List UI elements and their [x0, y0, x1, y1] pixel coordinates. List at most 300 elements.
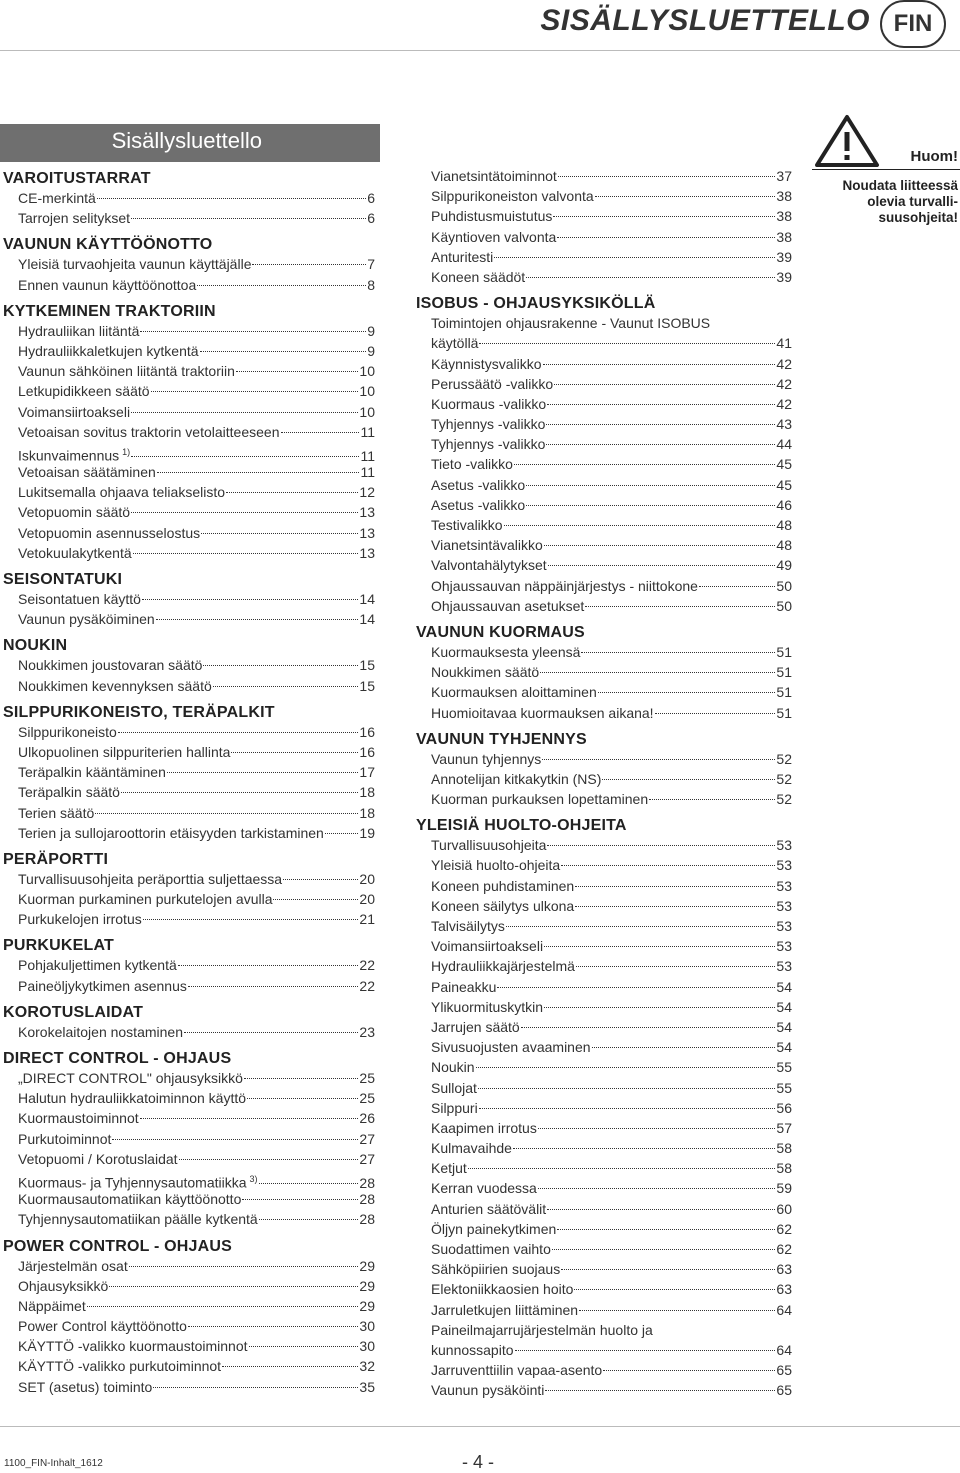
toc-entry-page: 17 — [359, 764, 375, 781]
toc-entry[interactable] — [3, 188, 375, 208]
toc-entry[interactable] — [416, 166, 792, 186]
toc-entry-title: Hydrauliikan liitäntä — [18, 322, 140, 339]
toc-entry-title: Sähköpiirien suojaus — [431, 1261, 561, 1278]
toc-entry-leader — [546, 444, 775, 445]
toc-entry[interactable] — [3, 1149, 375, 1169]
toc-entry-title: Tyhjennysautomatiikan päälle kytkentä — [18, 1211, 258, 1228]
toc-entry-title: käytöllä — [431, 335, 479, 352]
toc-entry-title: Ennen vaunun käyttöönottoa — [18, 276, 197, 293]
toc-entry-page: 15 — [359, 677, 375, 694]
toc-entry-leader — [561, 865, 775, 866]
toc-section-heading: SILPPURIKONEISTO, TERÄPALKIT — [3, 703, 275, 721]
toc-entry-leader — [576, 966, 775, 967]
toc-entry-leader — [544, 545, 776, 546]
toc-entry[interactable] — [3, 543, 375, 563]
toc-entry-leader — [244, 1078, 359, 1079]
toc-entry[interactable] — [3, 869, 375, 889]
toc-entry-page: 51 — [776, 684, 792, 701]
toc-entry-leader — [184, 1032, 358, 1033]
toc-entry-leader — [553, 216, 775, 217]
toc-section-heading: PURKUKELAT — [3, 937, 115, 955]
toc-entry[interactable] — [3, 1276, 375, 1296]
toc-entry[interactable] — [3, 782, 375, 802]
toc-entry-page: 49 — [776, 557, 792, 574]
toc-entry-leader — [283, 879, 358, 880]
toc-entry[interactable] — [3, 502, 375, 522]
toc-entry[interactable] — [3, 361, 375, 381]
toc-entry-title: Noukkimen säätö — [431, 664, 540, 681]
toc-entry[interactable] — [416, 835, 792, 855]
toc-entry[interactable] — [416, 555, 792, 575]
toc-entry-title: Noukin — [431, 1059, 475, 1076]
toc-entry-page: 29 — [359, 1277, 375, 1294]
toc-entry-title: Purkutoiminnot — [18, 1130, 112, 1147]
toc-entry-leader — [521, 1027, 776, 1028]
toc-entry[interactable] — [3, 762, 375, 782]
toc-entry-leader — [494, 257, 775, 258]
toc-entry[interactable] — [3, 1209, 375, 1229]
toc-entry-page: 45 — [776, 476, 792, 493]
toc-entry-page: 20 — [359, 870, 375, 887]
toc-entry-page: 63 — [776, 1281, 792, 1298]
toc-entry-leader — [468, 1168, 776, 1169]
toc-entry-leader — [558, 176, 776, 177]
toc-entry[interactable] — [416, 749, 792, 769]
toc-entry-leader — [476, 1067, 776, 1068]
toc-entry-leader — [222, 1366, 358, 1367]
toc-entry-footnote: 1) — [122, 446, 131, 457]
toc-section-heading: PERÄPORTTI — [3, 850, 109, 868]
toc-entry-title: Turvallisuusohjeita — [431, 837, 547, 854]
toc-entry[interactable] — [416, 475, 792, 495]
toc-entry-title: Silppuri — [431, 1099, 478, 1116]
toc-entry-page: 20 — [359, 891, 375, 908]
toc-entry-title: Testivalikko — [431, 517, 503, 533]
toc-entry-page: 38 — [776, 188, 792, 205]
toc-entry-leader — [546, 424, 775, 425]
toc-entry-leader — [603, 1370, 775, 1371]
toc-entry[interactable] — [3, 275, 375, 295]
toc-entry-page: 28 — [359, 1174, 375, 1191]
toc-entry[interactable] — [3, 1129, 375, 1149]
toc-entry[interactable] — [416, 876, 792, 896]
toc-entry-page: 13 — [359, 544, 375, 561]
toc-entry[interactable] — [416, 1017, 792, 1037]
toc-entry-title: Vetoaisan säätäminen — [18, 464, 156, 481]
toc-entry[interactable] — [416, 576, 792, 596]
toc-entry[interactable] — [416, 1158, 792, 1178]
toc-entry-title: Ylikuormituskytkin — [431, 998, 544, 1015]
toc-entry-leader — [188, 1326, 359, 1327]
toc-entry[interactable] — [416, 414, 792, 434]
toc-entry-page: 57 — [776, 1119, 792, 1136]
toc-entry[interactable] — [3, 1377, 375, 1397]
toc-entry-leader — [545, 1390, 775, 1391]
toc-entry-leader — [574, 1289, 775, 1290]
toc-entry[interactable] — [3, 823, 375, 843]
toc-entry[interactable] — [416, 896, 792, 916]
toc-entry-title: Lukitsemalla ohjaava teliakselisto — [18, 484, 225, 501]
toc-entry[interactable] — [416, 495, 792, 515]
toc-entry[interactable] — [416, 1199, 792, 1219]
toc-entry-leader — [552, 1249, 776, 1250]
toc-entry-page: 19 — [359, 824, 375, 841]
toc-entry-page: 64 — [776, 1301, 792, 1318]
toc-entry-page: 13 — [359, 524, 375, 541]
toc-entry-title: Käynnistysvalikko — [431, 355, 542, 372]
toc-entry[interactable] — [416, 1037, 792, 1057]
toc-entry[interactable] — [3, 402, 375, 422]
toc-entry-leader — [156, 619, 359, 620]
toc-entry[interactable] — [3, 889, 375, 909]
toc-entry-leader — [118, 732, 359, 733]
toc-entry-title: Ulkopuolinen silppuriterien hallinta — [18, 743, 231, 760]
toc-entry[interactable] — [3, 742, 375, 762]
toc-entry[interactable] — [416, 1380, 792, 1400]
toc-entry[interactable] — [3, 1296, 375, 1316]
toc-entry-page: 30 — [359, 1338, 375, 1355]
toc-entry-leader — [97, 198, 366, 199]
toc-entry[interactable] — [416, 267, 792, 287]
toc-entry-leader — [557, 1229, 775, 1230]
toc-entry[interactable] — [3, 1108, 375, 1128]
toc-entry-leader — [236, 371, 359, 372]
toc-entry-page: 29 — [359, 1257, 375, 1274]
toc-section-heading: ISOBUS - OHJAUSYKSIKÖLLÄ — [416, 295, 656, 313]
toc-entry-leader — [557, 237, 775, 238]
toc-entry[interactable] — [3, 1356, 375, 1376]
toc-entry-leader — [547, 1209, 775, 1210]
toc-section-heading: POWER CONTROL - OHJAUS — [3, 1237, 233, 1255]
toc-entry-title: Pohjakuljettimen kytkentä — [18, 957, 177, 974]
toc-entry[interactable] — [3, 482, 375, 502]
toc-entry-leader — [526, 505, 775, 506]
toc-entry-title: Koneen säädöt — [431, 268, 526, 285]
toc-entry-leader — [699, 586, 775, 587]
toc-entry[interactable] — [416, 227, 792, 247]
toc-entry-leader — [543, 364, 776, 365]
toc-entry-title: Elektoniikkaosien hoito — [431, 1281, 574, 1298]
toc-entry-leader — [478, 1088, 776, 1089]
toc-entry-leader — [479, 343, 775, 344]
toc-entry[interactable] — [416, 313, 792, 353]
toc-entry[interactable] — [416, 186, 792, 206]
toc-entry-leader — [188, 986, 359, 987]
toc-entry-title: Terien ja sullojaroottorin etäisyyden tarkistaminen — [18, 824, 324, 841]
toc-entry-leader — [544, 946, 775, 947]
toc-entry[interactable] — [3, 1169, 375, 1189]
toc-column-left — [3, 170, 375, 1397]
toc-entry[interactable] — [416, 936, 792, 956]
toc-entry[interactable] — [3, 609, 375, 629]
toc-entry-title: CE-merkintä — [18, 190, 96, 206]
toc-entry-page: 18 — [359, 784, 375, 801]
toc-entry-leader — [112, 1139, 358, 1140]
toc-entry[interactable] — [3, 976, 375, 996]
toc-entry-title: Kuormauksesta yleensä — [431, 643, 581, 660]
toc-entry[interactable] — [3, 909, 375, 929]
toc-entry[interactable] — [3, 341, 375, 361]
toc-entry-title: Talvisäilytys — [431, 918, 505, 934]
toc-entry-page: 26 — [359, 1110, 375, 1127]
toc-entry-page: 11 — [360, 464, 375, 481]
toc-entry-leader — [547, 845, 775, 846]
toc-entry[interactable] — [416, 374, 792, 394]
toc-entry[interactable] — [416, 206, 792, 226]
toc-section-heading: YLEISIÄ HUOLTO-OHJEITA — [416, 817, 627, 835]
toc-entry[interactable] — [416, 535, 792, 555]
toc-entry-page: 29 — [359, 1297, 375, 1314]
toc-entry-page: 53 — [776, 837, 792, 854]
toc-entry-leader — [87, 1306, 359, 1307]
toc-entry-title: Teräpalkin kääntäminen — [18, 764, 166, 781]
toc-entry[interactable] — [416, 515, 792, 535]
toc-entry-leader — [479, 1108, 776, 1109]
toc-entry-page: 42 — [776, 395, 792, 412]
toc-entry[interactable] — [416, 1118, 792, 1138]
toc-entry-title: Vaunun sähköinen liitäntä traktoriin — [18, 363, 235, 380]
toc-entry-page: 62 — [776, 1241, 792, 1257]
toc-entry[interactable] — [3, 1316, 375, 1336]
toc-entry[interactable] — [3, 422, 375, 442]
toc-entry[interactable] — [3, 321, 375, 341]
toc-entry-page: 25 — [359, 1070, 375, 1086]
toc-entry[interactable] — [3, 1068, 375, 1088]
toc-entry[interactable] — [416, 1178, 792, 1198]
toc-entry[interactable] — [3, 381, 375, 401]
toc-entry-page: 53 — [776, 958, 792, 975]
toc-entry[interactable] — [416, 1259, 792, 1279]
toc-entry[interactable] — [416, 662, 792, 682]
toc-entry-leader — [581, 652, 775, 653]
toc-entry[interactable] — [416, 1219, 792, 1239]
page-number: - 4 - — [462, 1452, 495, 1472]
toc-entry[interactable] — [416, 1239, 792, 1259]
toc-entry-title: Vaunun pysäköiminen — [18, 611, 155, 628]
toc-entry-leader — [142, 599, 358, 600]
toc-entry-leader — [151, 391, 359, 392]
toc-entry-title: Voimansiirtoakseli — [18, 403, 131, 420]
toc-entry[interactable] — [3, 803, 375, 823]
toc-entry-page: 44 — [776, 436, 792, 453]
toc-entry-leader — [504, 525, 776, 526]
toc-entry-leader — [575, 886, 775, 887]
toc-entry-page: 55 — [776, 1059, 792, 1076]
toc-entry-title: Kuormaustoiminnot — [18, 1110, 139, 1127]
toc-entry[interactable] — [416, 1300, 792, 1320]
toc-entry-title: Yleisiä turvaohjeita vaunun käyttäjälle — [18, 256, 252, 273]
toc-entry-leader — [547, 404, 775, 405]
toc-entry-leader — [129, 1266, 359, 1267]
toc-entry[interactable] — [416, 394, 792, 414]
toc-entry-leader — [561, 1269, 775, 1270]
toc-entry-leader — [259, 1183, 359, 1184]
toc-entry-leader — [242, 1199, 358, 1200]
toc-entry[interactable] — [3, 955, 375, 975]
toc-entry-page: 8 — [367, 276, 375, 293]
toc-entry[interactable] — [416, 997, 792, 1017]
toc-entry[interactable] — [416, 916, 792, 936]
toc-entry-page: 50 — [776, 597, 792, 614]
language-badge: FIN — [880, 0, 946, 48]
toc-entry[interactable] — [416, 682, 792, 702]
toc-entry-title: Hydrauliikkajärjestelmä — [431, 958, 575, 975]
toc-entry-page: 10 — [359, 383, 375, 400]
toc-entry-leader — [526, 485, 775, 486]
warning-text: Noudata liitteessä olevia turvalli-suusohjeita! — [842, 178, 958, 225]
toc-entry-title: KÄYTTÖ -valikko kuormaustoiminnot — [18, 1338, 248, 1355]
toc-entry[interactable] — [3, 254, 375, 274]
toc-entry-title: Korokelaitojen nostaminen — [18, 1023, 183, 1040]
toc-entry-page: 58 — [776, 1160, 792, 1177]
toc-entry-title: Sivusuojusten avaaminen — [431, 1039, 591, 1056]
toc-entry[interactable] — [416, 703, 792, 723]
toc-entry[interactable] — [416, 596, 792, 616]
toc-entry[interactable] — [3, 676, 375, 696]
toc-entry-title: Annotelijan kitkakytkin (NS) — [431, 770, 602, 787]
toc-entry-title: Tyhjennys -valikko — [431, 416, 546, 433]
toc-entry[interactable] — [416, 956, 792, 976]
toc-section-heading: KOROTUSLAIDAT — [3, 1003, 144, 1021]
toc-entry[interactable] — [3, 1336, 375, 1356]
toc-entry-title: Puhdistusmuistutus — [431, 208, 553, 225]
toc-entry-title: Teräpalkin säätö — [18, 784, 120, 801]
toc-entry-title: SET (asetus) toiminto — [18, 1378, 153, 1395]
toc-entry[interactable] — [416, 247, 792, 267]
toc-entry[interactable] — [3, 1256, 375, 1276]
toc-entry-page: 39 — [776, 268, 792, 285]
toc-entry-title: Vetokuulakytkentä — [18, 544, 132, 561]
toc-entry-leader — [526, 277, 775, 278]
toc-entry-page: 52 — [776, 750, 792, 767]
toc-entry-leader — [179, 1159, 359, 1160]
toc-entry[interactable] — [3, 462, 375, 482]
toc-section-heading: KYTKEMINEN TRAKTORIIN — [3, 302, 216, 320]
toc-entry-title: Yleisiä huolto-ohjeita — [431, 857, 561, 874]
toc-entry-title: Asetus -valikko — [431, 496, 526, 513]
toc-entry-title: Iskunvaimennus $^{1)}$ — [18, 446, 131, 464]
toc-entry-page: 42 — [776, 375, 792, 392]
toc-entry-leader — [131, 456, 359, 457]
toc-entry-leader — [95, 813, 358, 814]
toc-entry-page: 50 — [776, 577, 792, 594]
toc-entry[interactable] — [3, 1088, 375, 1108]
toc-entry[interactable] — [3, 208, 375, 228]
toc-entry-title: Näppäimet — [18, 1297, 86, 1314]
toc-entry[interactable] — [416, 977, 792, 997]
toc-entry-leader — [548, 565, 776, 566]
toc-entry-title: Huomioitavaa kuormauksen aikana! — [431, 704, 654, 721]
toc-entry-page: 16 — [359, 723, 375, 740]
toc-entry-title: Kaapimen irrotus — [431, 1119, 537, 1136]
toc-entry-leader — [133, 553, 359, 554]
toc-entry-page: 48 — [776, 517, 792, 533]
toc-entry-page: 43 — [776, 416, 792, 433]
toc-entry[interactable] — [416, 855, 792, 875]
toc-entry[interactable] — [416, 1078, 792, 1098]
toc-entry[interactable] — [416, 354, 792, 374]
toc-entry-leader — [540, 672, 775, 673]
toc-entry-leader — [131, 412, 358, 413]
toc-entry-page: 46 — [776, 496, 792, 513]
toc-entry[interactable] — [416, 642, 792, 662]
toc-entry-leader — [131, 512, 358, 513]
toc-section-heading: VAUNUN TYHJENNYS — [416, 730, 587, 748]
toc-entry-title: Jarruventtiilin vapaa-asento — [431, 1362, 603, 1379]
toc-entry-title: Öljyn painekytkimen — [431, 1220, 557, 1237]
toc-entry-leader — [514, 464, 775, 465]
toc-entry-title: Vianetsintätoiminnot — [431, 168, 557, 184]
toc-entry-page: 42 — [776, 355, 792, 372]
toc-entry-title: Vaunun pysäköinti — [431, 1382, 545, 1399]
toc-entry-title: Jarrujen säätö — [431, 1018, 520, 1035]
toc-entry-page: 39 — [776, 248, 792, 265]
toc-entry-title: Kuorman purkauksen lopettaminen — [431, 791, 649, 808]
toc-entry[interactable] — [3, 442, 375, 462]
toc-entry-page: 64 — [776, 1341, 792, 1358]
toc-entry[interactable] — [416, 1320, 792, 1360]
toc-entry[interactable] — [416, 1138, 792, 1158]
toc-entry-title: Vetopuomi / Korotuslaidat — [18, 1150, 178, 1167]
toc-entry-title: Koneen säilytys ulkona — [431, 897, 575, 914]
toc-entry[interactable] — [416, 1098, 792, 1118]
toc-entry-title: Power Control käyttöönotto — [18, 1318, 187, 1335]
toc-entry-title: Sullojat — [431, 1079, 477, 1096]
toc-entry[interactable] — [416, 1057, 792, 1077]
toc-entry-leader — [249, 1346, 359, 1347]
toc-entry[interactable] — [3, 589, 375, 609]
toc-entry-leader — [497, 987, 775, 988]
toc-entry[interactable] — [416, 1360, 792, 1380]
toc-section-heading: VAUNUN KÄYTTÖÖNOTTO — [3, 236, 213, 254]
toc-entry[interactable] — [3, 722, 375, 742]
toc-entry-leader — [140, 331, 366, 332]
toc-entry-leader — [585, 606, 775, 607]
toc-entry-page: 41 — [776, 335, 792, 352]
toc-entry-title: Silppurikoneiston valvonta — [431, 188, 594, 205]
toc-entry-title: Kulmavaihde — [431, 1140, 512, 1157]
toc-entry-leader — [259, 1219, 359, 1220]
toc-entry[interactable] — [416, 454, 792, 474]
toc-entry-title: Paineakku — [431, 978, 497, 995]
toc-entry-title: Ketjut — [431, 1160, 467, 1177]
toc-entry-page: 22 — [359, 957, 375, 974]
toc-entry[interactable] — [416, 789, 792, 809]
toc-entry-title: Asetus -valikko — [431, 476, 526, 493]
toc-entry-page: 53 — [776, 897, 792, 914]
toc-entry[interactable] — [416, 769, 792, 789]
toc-entry[interactable] — [416, 434, 792, 454]
toc-entry-page: 58 — [776, 1140, 792, 1157]
toc-entry-page: 51 — [776, 664, 792, 681]
toc-entry[interactable] — [3, 523, 375, 543]
toc-entry-leader — [649, 799, 775, 800]
toc-entry[interactable] — [416, 1279, 792, 1299]
toc-entry-page: 52 — [776, 791, 792, 808]
toc-entry-page: 13 — [359, 504, 375, 521]
toc-entry-page: 32 — [359, 1358, 375, 1375]
toc-entry-title: KÄYTTÖ -valikko purkutoiminnot — [18, 1358, 222, 1375]
toc-entry-page: 54 — [776, 1039, 792, 1056]
toc-entry-page: 38 — [776, 208, 792, 225]
document-code: 1100_FIN-Inhalt_1612 — [4, 1458, 103, 1469]
toc-entry[interactable] — [3, 655, 375, 675]
toc-entry-page: 28 — [359, 1211, 375, 1228]
toc-entry-leader — [109, 1286, 358, 1287]
toc-entry[interactable] — [3, 1022, 375, 1042]
toc-entry-leader — [281, 432, 360, 433]
toc-entry[interactable] — [3, 1189, 375, 1209]
